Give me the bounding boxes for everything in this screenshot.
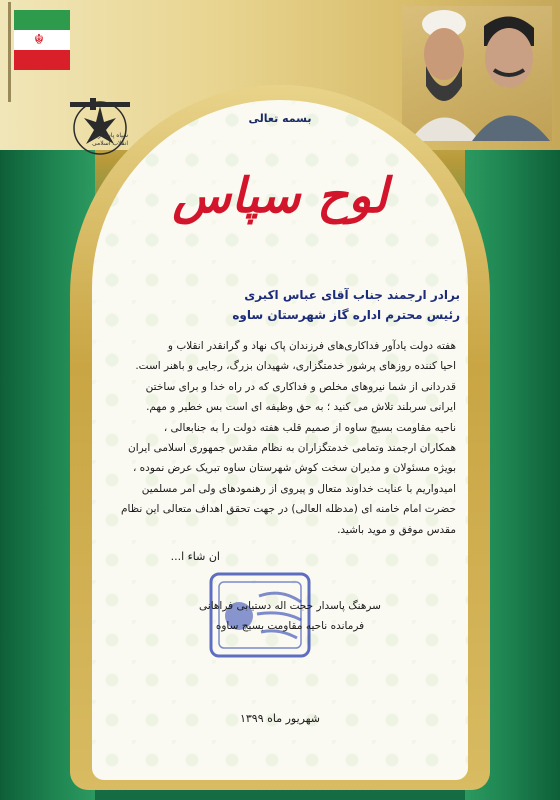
basmala-heading: بسمه تعالی [248,112,312,125]
logo-caption: سپاه پاسداران انقلاب اسلامی [91,132,129,147]
official-stamp-icon [205,568,315,663]
certificate-title: لوح سپاس [172,168,388,224]
closing-phrase: ان شاء ا... [170,550,220,563]
body-line: ایرانی سربلند تلاش می کنید ؛ به حق وظیفه ای است بس خطیر و مهم. [146,401,456,414]
recipient-name: برادر ارجمند جناب آقای عباس اکبری [244,288,460,302]
certificate-body [108,336,456,540]
body-line: حضرت امام خامنه ای (مدظله العالی) در جهت تحقق اهداف متعالی این نظام [121,503,456,516]
body-line: امیدواریم با عنایت خداوند متعال و پیروی از رهنمودهای ولی امر مسلمین [141,482,456,495]
signatory-title: فرمانده ناحیه مقاومت بسیج ساوه [215,620,365,632]
iran-flag-icon: ☬ [14,10,70,70]
signatory-name: سرهنگ پاسدار حجت اله دستیابی فراهانی [199,600,381,612]
certificate-date: شهریور ماه ۱۳۹۹ [239,712,321,725]
body-line: ناحیه مقاومت بسیج ساوه از صمیم قلب هفته دولت را به جنابعالی ، [163,421,456,434]
body-line: همکاران ارجمند وتمامی خدمتگزاران به نظام مقدس جمهوری اسلامی ایران [128,442,456,455]
body-line: هفته دولت یادآور فداکاری‌های فرزندان پاک نهاد و گرانقدر انقلاب و [167,340,456,352]
body-line: قدردانی از شما نیروهای مخلص و فداکاری که در راه خدا و برای ساختن [145,380,456,393]
body-line: بویژه مسئولان و مدیران سخت کوش شهرستان ساوه تبریک عرض نموده ، [132,462,456,475]
body-line: احیا کننده روزهای پرشور خدمتگزاری، شهیدان بزرگ، رجایی و باهنر است. [135,360,456,373]
flag-pole [8,2,11,102]
recipient-position: رئیس محترم اداره گاز شهرستان ساوه [232,308,460,322]
body-line: مقدس موفق و موید باشید. [337,523,456,536]
